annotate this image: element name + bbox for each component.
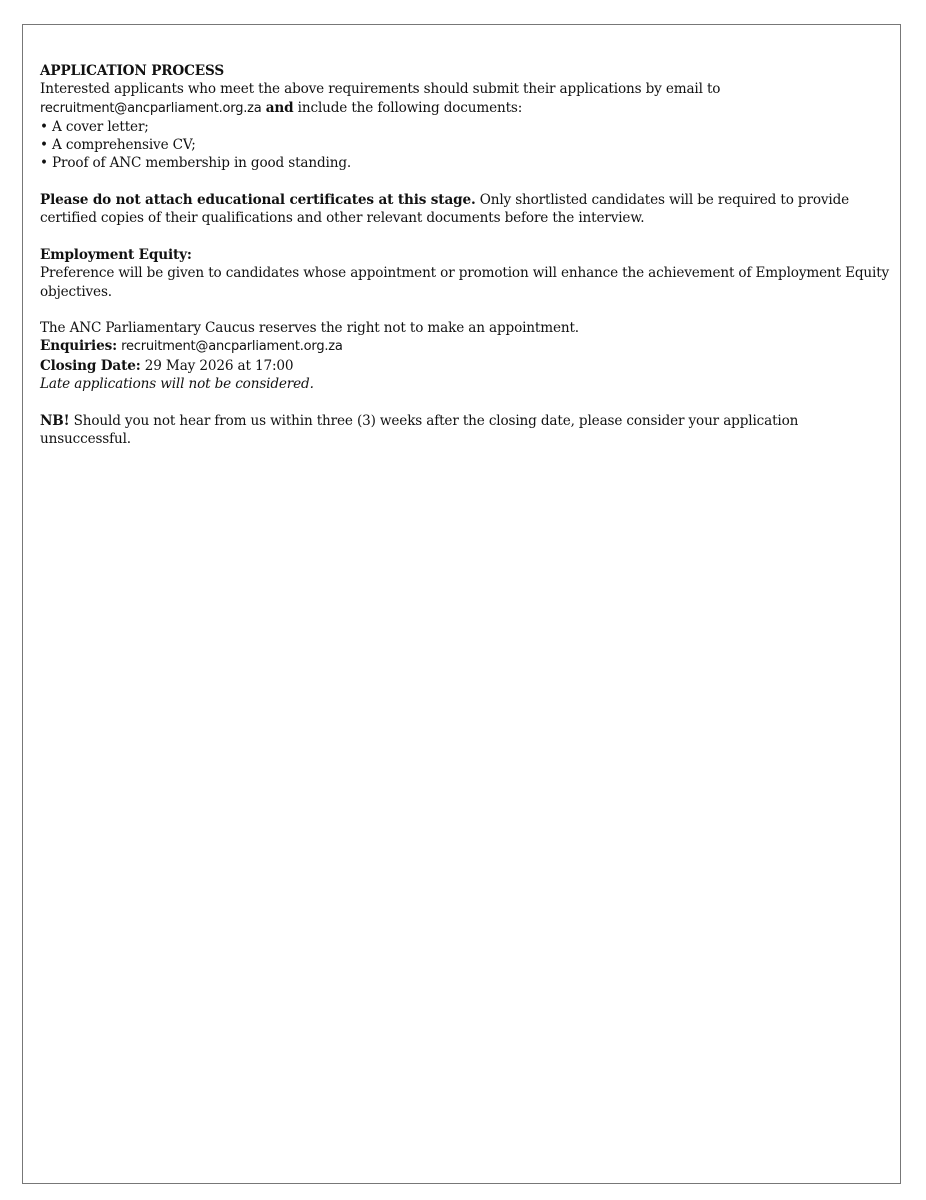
reserve-right-statement: The ANC Parliamentary Caucus reserves the right not to make an appointment. [40, 320, 579, 337]
late-applications-note: Late applications will not be considered. [40, 376, 314, 393]
document-item-membership: • Proof of ANC membership in good standing. [40, 154, 890, 172]
enquiries-line [40, 337, 890, 356]
and-label: and [265, 99, 294, 116]
employment-equity-heading: Employment Equity: [40, 246, 192, 263]
document-body [40, 62, 890, 448]
nb-notice [40, 412, 890, 449]
application-intro-line2 [40, 99, 890, 118]
nb-text: Should you not hear from us within three (3) weeks after the closing date, please consider your application unsuccessful. [40, 412, 799, 447]
employment-equity-body: Preference will be given to candidates whose appointment or promotion will enhance the achievement of Employment Equity objectives. [40, 265, 890, 300]
certificates-notice-text: Only shortlisted candidates will be required to provide certified copies of their qualifications and other relevant documents before the interview. [40, 192, 850, 227]
document-item-cv: • A comprehensive CV; [40, 136, 890, 154]
closing-date-line [40, 357, 890, 375]
closing-date-value: 29 May 2026 at 17:00 [144, 357, 294, 374]
application-email: recruitment@ancparliament.org.za [40, 100, 262, 116]
enquiries-label: Enquiries: [40, 338, 117, 355]
certificates-notice [40, 191, 890, 228]
document-item-cover-letter: • A cover letter; [40, 118, 890, 136]
enquiries-email: recruitment@ancparliament.org.za [121, 339, 343, 355]
application-intro-rest: include the following documents: [297, 99, 523, 116]
nb-label: NB! [40, 412, 70, 429]
closing-date-label: Closing Date: [40, 357, 141, 374]
certificates-notice-bold: Please do not attach educational certificates at this stage. [40, 192, 476, 209]
application-process-heading: APPLICATION PROCESS [40, 63, 225, 79]
required-documents-list [40, 118, 890, 173]
application-intro-line1: Interested applicants who meet the above requirements should submit their applications by email to [40, 81, 721, 98]
